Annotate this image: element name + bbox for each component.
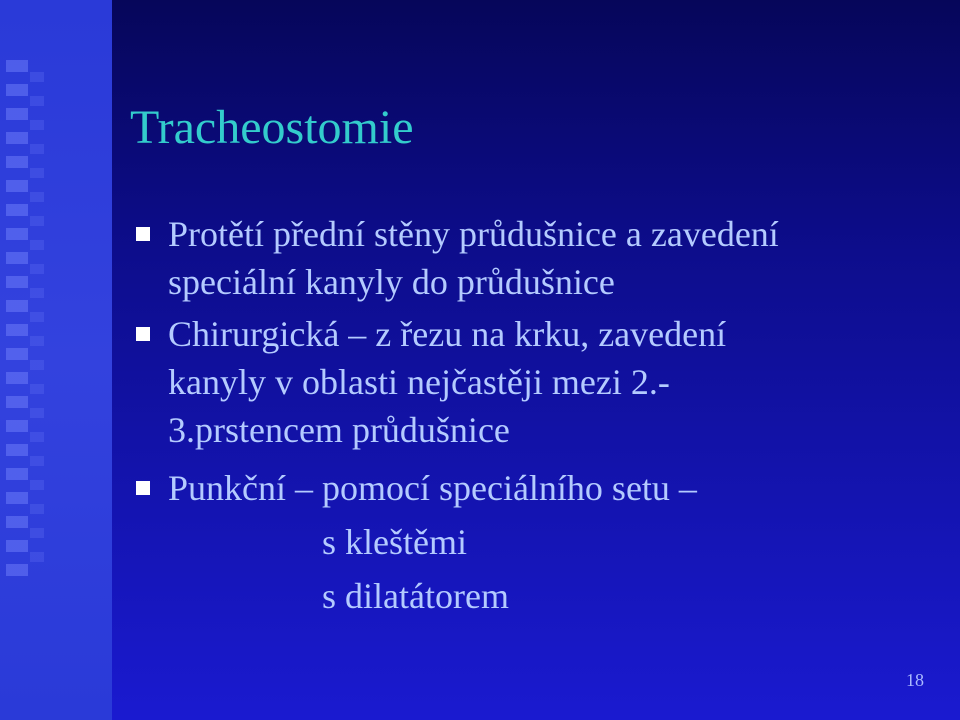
bullet-square-icon (136, 327, 150, 341)
page-number: 18 (906, 670, 924, 690)
decorative-squares (30, 72, 44, 572)
bullet-square-icon (136, 481, 150, 495)
bullet-square-icon (136, 227, 150, 241)
decorative-squares (6, 60, 28, 580)
sub-item: s kleštěmi (322, 522, 467, 562)
bullet-text-line: 3.prstencem průdušnice (168, 410, 510, 450)
bullet-text-line: Punkční – pomocí speciálního setu – (168, 468, 697, 508)
left-decorative-strip (0, 0, 112, 720)
slide-title: Tracheostomie (130, 101, 414, 154)
bullet-text-line: kanyly v oblasti nejčastěji mezi 2.- (168, 362, 670, 402)
bullet-text-line: Protětí přední stěny průdušnice a zavedení (168, 214, 779, 254)
sub-item: s dilatátorem (322, 576, 509, 616)
bullet-text-line: speciální kanyly do průdušnice (168, 262, 615, 302)
bullet-text-line: Chirurgická – z řezu na krku, zavedení (168, 314, 727, 354)
